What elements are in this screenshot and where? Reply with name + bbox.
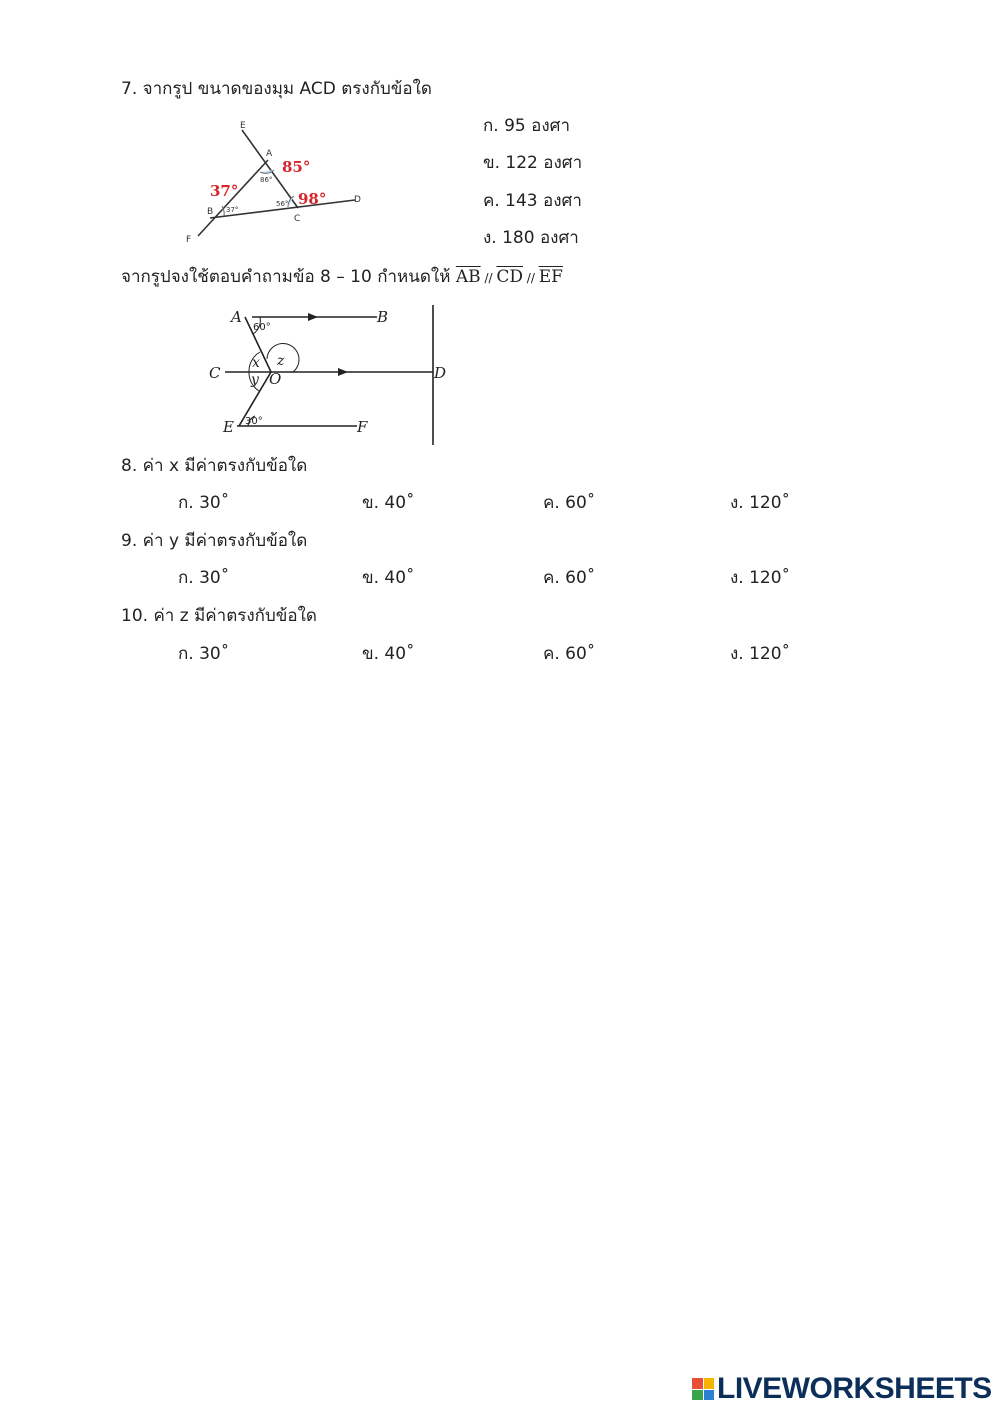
parallel-lines-figure [205,300,455,448]
fig2-var-z: z [277,353,285,369]
segment-ab: $\overline{AB}$ [455,267,481,287]
segment-ef: $\overline{EF}$ [538,267,563,287]
label-E: E [240,121,246,131]
parallel-sign-2: // [522,271,539,285]
triangle-figure [180,108,370,250]
q8-option-a[interactable]: ก. 30˚ [178,493,230,513]
fig2-label-F: F [357,418,368,436]
question-9: 9. ค่า y มีค่าตรงกับข้อใด [121,531,308,551]
q7-option-d[interactable]: ง. 180 องศา [483,228,579,248]
q7-option-a[interactable]: ก. 95 องศา [483,116,570,136]
logo-icon [692,1378,714,1400]
q7-option-c[interactable]: ค. 143 องศา [483,191,582,211]
q9-option-c[interactable]: ค. 60˚ [543,568,596,588]
fig2-label-C: C [209,364,221,382]
fig2-label-O: O [269,370,282,388]
segment-cd: $\overline{CD}$ [496,267,523,287]
fig2-var-x: x [252,355,260,371]
fig2-angle-30: 30° [245,416,263,427]
q8-option-d[interactable]: ง. 120˚ [730,493,791,513]
parallel-sign-1: // [480,271,497,285]
q7-option-b[interactable]: ข. 122 องศา [483,153,583,173]
handwritten-98: 98° [298,190,327,208]
q9-option-a[interactable]: ก. 30˚ [178,568,230,588]
brand-text: LIVEWORKSHEETS [717,1372,992,1405]
q10-option-d[interactable]: ง. 120˚ [730,644,791,664]
question-8: 8. ค่า x มีค่าตรงกับข้อใด [121,456,308,476]
q8-option-c[interactable]: ค. 60˚ [543,493,596,513]
intro-text: จากรูปจงใช้ตอบคำถามข้อ 8 – 10 กำหนดให้ [121,267,451,287]
label-F: F [186,235,192,245]
q10-option-c[interactable]: ค. 60˚ [543,644,596,664]
fig2-var-y: y [251,372,259,388]
q9-option-b[interactable]: ข. 40˚ [362,568,415,588]
q10-option-a[interactable]: ก. 30˚ [178,644,230,664]
fig2-label-A: A [231,308,242,326]
q9-option-d[interactable]: ง. 120˚ [730,568,791,588]
fig2-label-B: B [377,308,389,326]
handwritten-37: 37° [210,182,239,200]
intro-8-10 [121,266,563,289]
angle-b: 37° [226,206,239,214]
label-D: D [354,195,361,205]
label-A: A [266,149,273,159]
q8-option-b[interactable]: ข. 40˚ [362,493,415,513]
question-7: 7. จากรูป ขนาดของมุม ACD ตรงกับข้อใด [121,79,432,99]
label-B: B [207,207,214,217]
liveworksheets-logo[interactable] [692,1372,992,1406]
fig2-angle-60: 60° [253,322,271,333]
fig2-label-D: D [434,364,447,382]
label-C: C [294,214,301,224]
fig2-label-E: E [223,418,234,436]
angle-a: 86° [260,176,273,184]
handwritten-85: 85° [282,158,311,176]
angle-c: 56° [276,200,289,208]
q10-option-b[interactable]: ข. 40˚ [362,644,415,664]
question-10: 10. ค่า z มีค่าตรงกับข้อใด [121,606,317,626]
